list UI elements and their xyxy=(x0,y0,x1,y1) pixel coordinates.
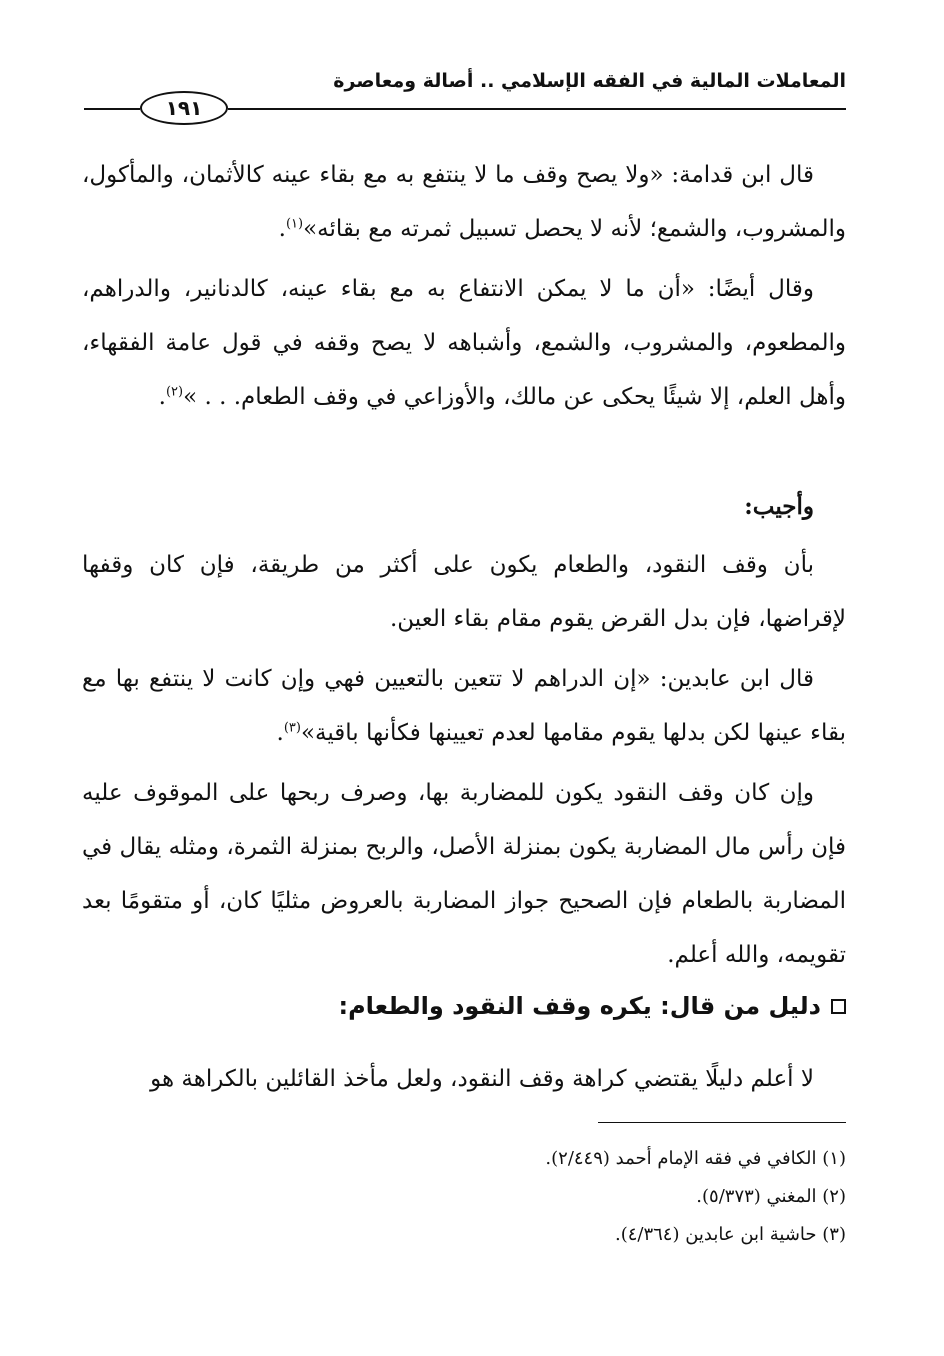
footnote-2: (٢) المغني (٥/٣٧٣). xyxy=(696,1186,846,1207)
paragraph-text: قال ابن قدامة: «ولا يصح وقف ما لا ينتفع به مع بقاء عينه كالأثمان، والمأكول، والمشروب، والشمع؛ لأنه لا يحصل تسبيل ثمرته مع بقائه» xyxy=(82,162,846,242)
footnote-1: (١) الكافي في فقه الإمام أحمد (٢/٤٤٩). xyxy=(545,1148,846,1169)
paragraph-ibn-abidin-quote: قال ابن عابدين: «إن الدراهم لا تتعين بالتعيين فهي وإن كانت لا ينتفع بها مع بقاء عينها لكن بدلها يقوم مقامها لعدم تعيينها فكأنها باقية»$^{(٣)}$. xyxy=(82,666,846,746)
section-heading-text: دليل من قال: يكره وقف النقود والطعام: xyxy=(338,992,821,1020)
square-bullet-icon xyxy=(831,999,846,1014)
footnote-ref-2: (٢) xyxy=(165,384,184,400)
paragraph-mudaraba: وإن كان وقف النقود يكون للمضاربة بها، وصرف ربحها على الموقوف عليه فإن رأس مال المضاربة يكون بمنزلة الأصل، والربح بمنزلة الثمرة، ومثله يقال في المضاربة بالطعام فإن الصحيح جواز المضاربة بالعروض مثليًا كان، أو متقومًا بعد تقويمه، والله أعلم. xyxy=(82,780,846,968)
paragraph-text: وقال أيضًا: «أن ما لا يمكن الانتفاع به مع بقاء عينه، كالدنانير، والدراهم، والمطعوم، والمشروب، والشمع، وأشباهه لا يصح وقفه في قول عامة الفقهاء، وأهل العلم، إلا شيئًا يحكى عن مالك، والأوزاعي في وقف الطعام. . . » xyxy=(82,276,846,410)
paragraph-ibn-qudama-quote: قال ابن قدامة: «ولا يصح وقف ما لا ينتفع به مع بقاء عينه كالأثمان، والمأكول، والمشروب، والشمع؛ لأنه لا يحصل تسبيل ثمرته مع بقائه»$^{(١)}$. xyxy=(82,162,846,242)
footnote-3: (٣) حاشية ابن عابدين (٤/٣٦٤). xyxy=(614,1224,846,1245)
footnote-ref-3: (٣) xyxy=(283,720,301,736)
paragraph-text: قال ابن عابدين: «إن الدراهم لا تتعين بالتعيين فهي وإن كانت لا ينتفع بها مع بقاء عينها لكن بدلها يقوم مقامها لعدم تعيينها فكأنها باقية» xyxy=(82,666,846,746)
footnote-ref-1: (١) xyxy=(285,216,304,232)
header-rule-left xyxy=(84,108,140,110)
footnotes xyxy=(146,1140,846,1254)
running-header-title: المعاملات المالية في الفقه الإسلامي .. أصالة ومعاصرة xyxy=(333,70,846,92)
section-heading xyxy=(338,992,846,1020)
footnote-separator xyxy=(598,1122,846,1123)
answer-label: وأجيب: xyxy=(744,493,814,520)
page-number-oval: ١٩١ xyxy=(140,91,228,125)
header-rule-right xyxy=(228,108,846,110)
paragraph-ibn-qudama-second-quote: وقال أيضًا: «أن ما لا يمكن الانتفاع به مع بقاء عينه، كالدنانير، والدراهم، والمطعوم، والمشروب، والشمع، وأشباهه لا يصح وقفه في قول عامة الفقهاء، وأهل العلم، إلا شيئًا يحكى عن مالك، والأوزاعي في وقف الطعام. . . »$^{(٢)}$. xyxy=(82,276,846,410)
paragraph-answer: بأن وقف النقود، والطعام يكون على أكثر من طريقة، فإن كان وقفها لإقراضها، فإن بدل القرض يقوم مقام بقاء العين. xyxy=(82,552,846,632)
paragraph-evidence: لا أعلم دليلًا يقتضي كراهة وقف النقود، ولعل مأخذ القائلين بالكراهة هو xyxy=(150,1066,814,1092)
